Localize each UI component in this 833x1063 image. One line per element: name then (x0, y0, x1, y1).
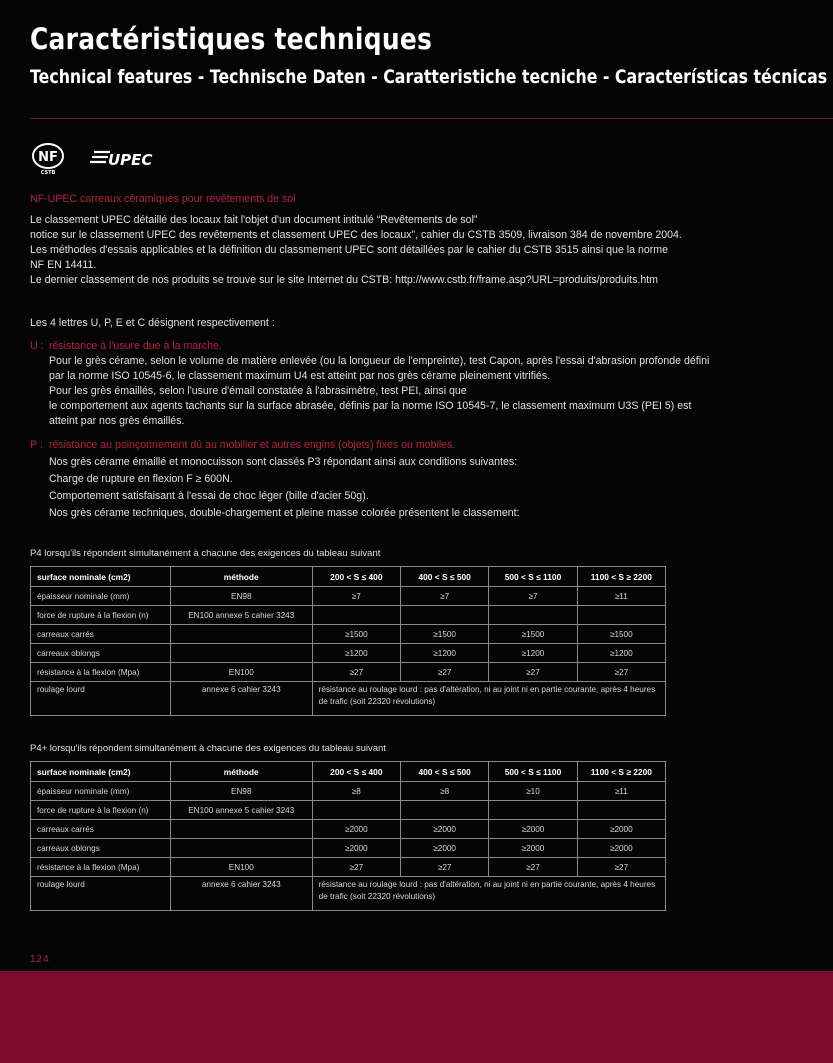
letter-u-line: atteint par nos grès émaillés. (49, 415, 185, 427)
table-cell: ≥1500 (400, 625, 488, 644)
table-cell (170, 644, 312, 663)
footer-band (0, 971, 833, 1063)
intro-line: Le dernier classement de nos produits se trouve sur le site Internet du CSTB: http://www.cstb.fr/frame.asp?URL=produits/produits.htm (30, 274, 658, 286)
table-row (31, 682, 666, 716)
intro-line: notice sur le classement UPEC des revêtements et classement UPEC des locaux”, cahier du CSTB 3509, livraison 384 de novembre 2004. (30, 229, 682, 241)
letter-u-item (30, 339, 810, 429)
letter-p-body (49, 455, 810, 521)
table-header-cell: 1100 < S ≥ 2200 (577, 567, 665, 587)
table-row (31, 663, 666, 682)
table-row (31, 820, 666, 839)
letter-p-line: Nos grès cérame techniques, double-chargement et pleine masse colorée présentent le classement: (49, 507, 520, 519)
letter-u-line: Pour le grès cérame, selon le volume de matière enlevée (ou la longueur de l'empreinte), test Capon, après l'essai d'abrasion profonde défini (49, 355, 710, 367)
content-body (30, 192, 810, 523)
table-cell: ≥8 (400, 782, 488, 801)
table-cell: ≥7 (489, 587, 577, 606)
upec-logo-text: UPEC (108, 151, 153, 169)
table-cell: ≥2000 (312, 820, 400, 839)
table-row (31, 801, 666, 820)
table-row (31, 877, 666, 911)
table-cell: résistance au roulage lourd : pas d'altération, ni au joint ni en partie courante, après 4 heures de trafic (soit 22320 révolutions) (312, 682, 665, 716)
table-header-cell: 200 < S ≤ 400 (312, 567, 400, 587)
letter-p-heading: résistance au poinçonnement dû au mobilier et autres engins (objets) fixes ou mobiles. (49, 439, 456, 451)
table-cell: ≥1500 (489, 625, 577, 644)
page-number: 124 (30, 954, 50, 965)
table-cell: ≥1200 (312, 644, 400, 663)
page-subtitle: Technical features - Technische Daten - Caratteristiche tecniche - Características técnicas (30, 66, 828, 88)
table-row (31, 587, 666, 606)
table-cell: ≥2000 (489, 839, 577, 858)
table-cell: ≥7 (312, 587, 400, 606)
table-cell: ≥27 (312, 858, 400, 877)
table-header-cell: 200 < S ≤ 400 (312, 762, 400, 782)
table-cell: ≥10 (489, 782, 577, 801)
letter-u-line: par la norme ISO 10545-6, le classement maximum U4 est atteint par nos grès cérame pleinement vitrifiés. (49, 370, 551, 382)
nf-logo-text: NF (38, 150, 58, 165)
table-cell (577, 801, 665, 820)
header-divider (30, 118, 833, 119)
letter-p-item (30, 438, 810, 521)
table-cell: EN98 (170, 587, 312, 606)
table-cell: ≥2000 (400, 820, 488, 839)
table-cell: ≥8 (312, 782, 400, 801)
table-header-row (31, 567, 666, 587)
table-cell: carreaux carrés (31, 820, 171, 839)
table-cell: ≥11 (577, 587, 665, 606)
table-row (31, 858, 666, 877)
table-cell: ≥2000 (400, 839, 488, 858)
page-title: Caractéristiques techniques (30, 22, 433, 56)
table-cell: ≥1200 (400, 644, 488, 663)
table-cell: épaisseur nominale (mm) (31, 782, 171, 801)
table2 (30, 761, 666, 911)
table-cell: roulage lourd (31, 682, 171, 716)
table-row (31, 782, 666, 801)
table-cell: ≥2000 (312, 839, 400, 858)
table-cell: ≥27 (400, 858, 488, 877)
table-cell (312, 801, 400, 820)
table-cell: ≥27 (400, 663, 488, 682)
table-cell: ≥1200 (489, 644, 577, 663)
table-cell: ≥11 (577, 782, 665, 801)
table-header-cell: 1100 < S ≥ 2200 (577, 762, 665, 782)
table-cell (400, 606, 488, 625)
table-cell: ≥1500 (312, 625, 400, 644)
letters-intro: Les 4 lettres U, P, E et C désignent respectivement : (30, 317, 275, 329)
table-cell (400, 801, 488, 820)
table-cell: ≥27 (489, 858, 577, 877)
table-cell: résistance à la flexion (Mpa) (31, 663, 171, 682)
table-cell: résistance au roulage lourd : pas d'altération, ni au joint ni en partie courante, après 4 heures de trafic (soit 22320 révolutions) (312, 877, 665, 911)
nf-logo-subtext: CSTB (40, 170, 56, 176)
table-cell: ≥1500 (577, 625, 665, 644)
table-cell: résistance à la flexion (Mpa) (31, 858, 171, 877)
table-cell: roulage lourd (31, 877, 171, 911)
letters-section (30, 316, 810, 521)
table-header-cell: surface nominale (cm2) (31, 567, 171, 587)
table-cell: carreaux carrés (31, 625, 171, 644)
table-cell (489, 606, 577, 625)
table-cell (170, 820, 312, 839)
table-header-cell: 400 < S ≤ 500 (400, 762, 488, 782)
table1-caption: P4 lorsqu'ils répondent simultanément à chacune des exigences du tableau suivant (30, 548, 381, 559)
letter-u-heading: résistance à l'usure due à la marche. (49, 340, 222, 352)
table-cell: annexe 6 cahier 3243 (170, 877, 312, 911)
table2-caption: P4+ lorsqu'ils répondent simultanément à chacune des exigences du tableau suivant (30, 743, 386, 754)
table-header-cell: 500 < S ≤ 1100 (489, 762, 577, 782)
letter-u-body (49, 354, 810, 429)
table-cell: force de rupture à la flexion (n) (31, 606, 171, 625)
table-cell (170, 625, 312, 644)
table-cell: ≥27 (489, 663, 577, 682)
table-cell: annexe 6 cahier 3243 (170, 682, 312, 716)
table-cell: ≥2000 (577, 820, 665, 839)
table-header-cell: 400 < S ≤ 500 (400, 567, 488, 587)
table-cell: ≥1200 (577, 644, 665, 663)
table1 (30, 566, 666, 716)
table-cell: ≥7 (400, 587, 488, 606)
table-header-cell: méthode (170, 762, 312, 782)
table-row (31, 644, 666, 663)
table-cell: force de rupture à la flexion (n) (31, 801, 171, 820)
table-header-row (31, 762, 666, 782)
table-cell: ≥27 (577, 663, 665, 682)
table-row (31, 839, 666, 858)
table-cell: ≥2000 (489, 820, 577, 839)
letter-u-key: U : (30, 340, 44, 352)
table-cell: EN100 annexe 5 cahier 3243 (170, 606, 312, 625)
letter-p-key: P : (30, 439, 43, 451)
table-cell: EN100 (170, 663, 312, 682)
letter-p-line: Charge de rupture en flexion F ≥ 600N. (49, 473, 233, 485)
table-cell: épaisseur nominale (mm) (31, 587, 171, 606)
intro-line: NF EN 14411. (30, 259, 97, 271)
nf-logo-icon (30, 142, 76, 176)
table-cell: carreaux oblongs (31, 644, 171, 663)
upec-logo-icon (88, 146, 178, 172)
intro-line: Les méthodes d'essais applicables et la définition du classmement UPEC sont détaillées par le cahier du CSTB 3515 ainsi que la norme (30, 244, 668, 256)
table-cell: carreaux oblongs (31, 839, 171, 858)
table-cell (577, 606, 665, 625)
table-cell: EN100 (170, 858, 312, 877)
table-row (31, 625, 666, 644)
table-header-cell: méthode (170, 567, 312, 587)
section-heading: NF-UPEC carreaux céramiques pour revêtements de sol (30, 193, 296, 205)
table-cell: ≥2000 (577, 839, 665, 858)
intro-paragraph (30, 213, 810, 288)
table-header-cell: surface nominale (cm2) (31, 762, 171, 782)
table-cell: EN100 annexe 5 cahier 3243 (170, 801, 312, 820)
intro-line: Le classement UPEC détaillé des locaux fait l'objet d'un document intitulé “Revêtements de sol” (30, 214, 478, 226)
table-row (31, 606, 666, 625)
table-cell: EN98 (170, 782, 312, 801)
table-cell: ≥27 (577, 858, 665, 877)
letter-u-line: le comportement aux agents tachants sur la surface abrasée, définis par la norme ISO 10545-7, le classement maximum U3S (PEI 5) est (49, 400, 692, 412)
table-header-cell: 500 < S ≤ 1100 (489, 567, 577, 587)
table-cell (312, 606, 400, 625)
table-cell (489, 801, 577, 820)
letter-u-line: Pour les grès émaillés, selon l'usure d'émail constatée à l'abrasimètre, test PEI, ainsi que (49, 385, 467, 397)
table-cell (170, 839, 312, 858)
letter-p-line: Nos grès cérame émaillé et monocuisson sont classés P3 répondant ainsi aux conditions suivantes: (49, 456, 518, 468)
table-cell: ≥27 (312, 663, 400, 682)
letter-p-line: Comportement satisfaisant à l'essai de choc léger (bille d'acier 50g). (49, 490, 369, 502)
